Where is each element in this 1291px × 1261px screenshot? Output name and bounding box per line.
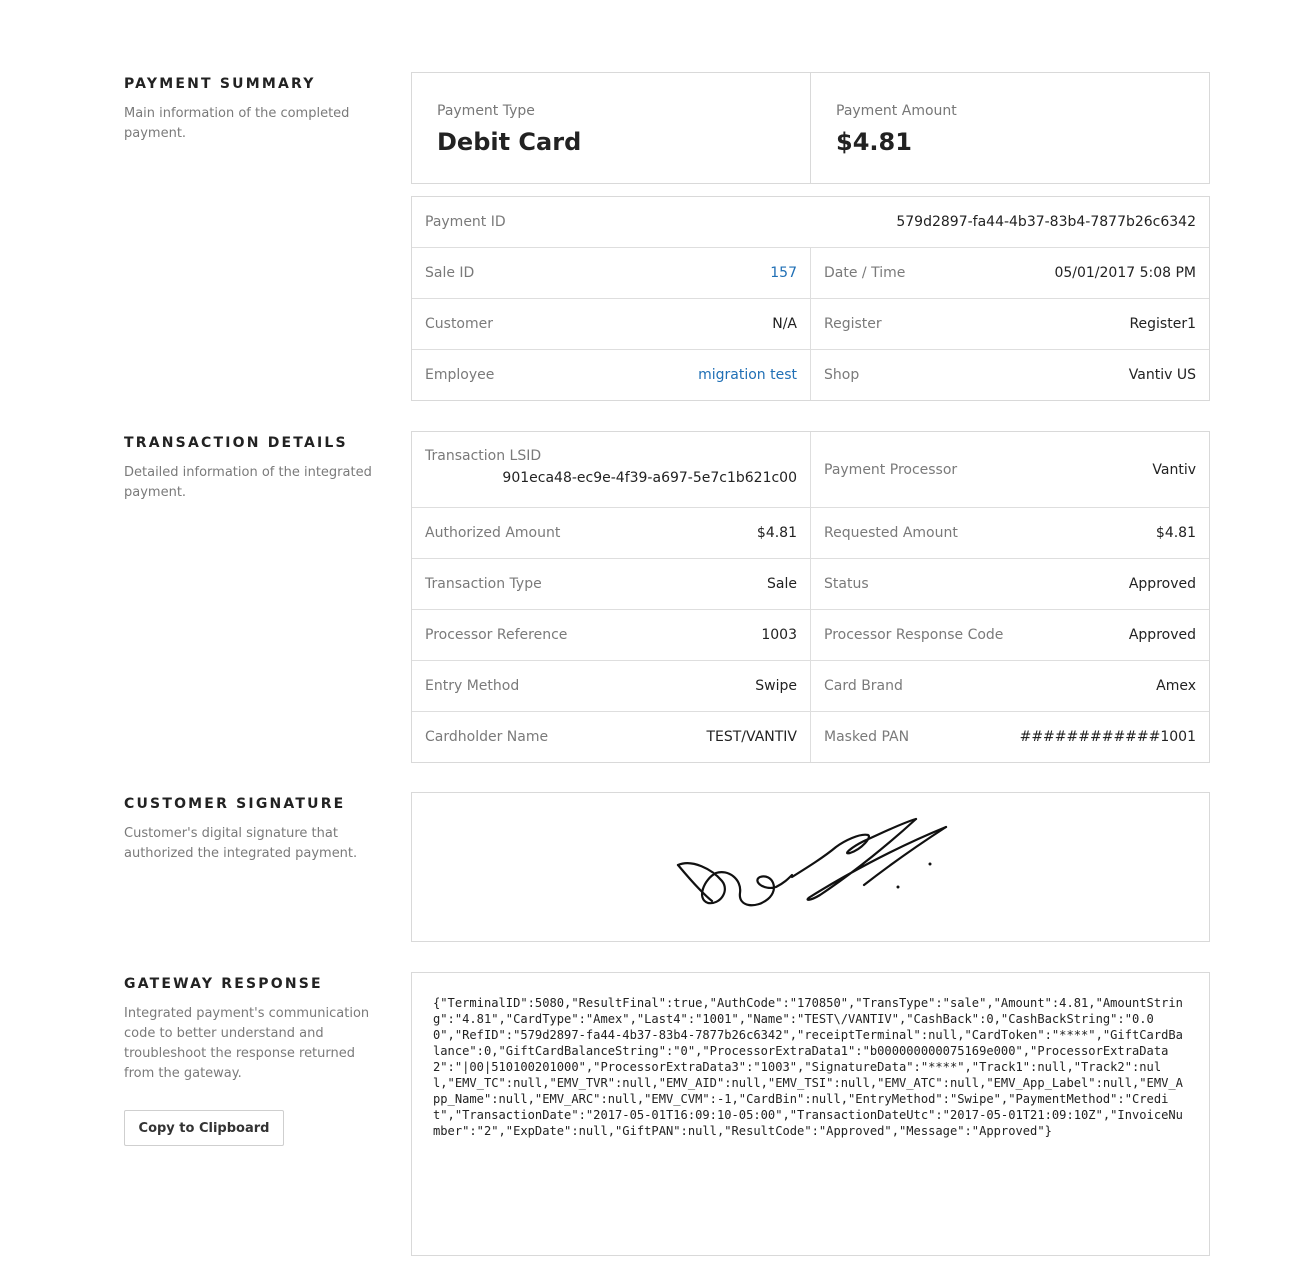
table-row — [412, 660, 1209, 711]
table-row — [412, 432, 1209, 507]
card-brand-cell — [810, 661, 1209, 711]
table-row — [412, 558, 1209, 609]
cardholder-name-cell — [412, 712, 810, 762]
payment-type-label: Payment Type — [437, 103, 535, 119]
status-cell — [810, 559, 1209, 609]
transaction-details-sidebar — [124, 433, 384, 503]
employee-cell — [412, 350, 810, 400]
entry-method-cell — [412, 661, 810, 711]
date-time-label: Date / Time — [824, 265, 906, 281]
table-row — [412, 247, 1209, 298]
payment-type-value: Debit Card — [437, 128, 582, 156]
gateway-response-description: Integrated payment's communication code to better understand and troubleshoot the response returned from the gateway. — [124, 1006, 370, 1081]
payment-processor-cell — [810, 432, 1209, 507]
customer-cell — [412, 299, 810, 349]
copy-to-clipboard-button[interactable]: Copy to Clipboard — [124, 1110, 284, 1146]
processor-reference-label: Processor Reference — [425, 627, 568, 643]
masked-pan-value: ############1001 — [1019, 729, 1196, 745]
transaction-lsid-cell — [412, 432, 810, 507]
processor-response-code-value: Approved — [1128, 627, 1196, 643]
customer-signature-sidebar — [124, 794, 384, 864]
shop-value: Vantiv US — [1128, 367, 1196, 383]
sale-id-cell — [412, 248, 810, 298]
payment-id-value: 579d2897-fa44-4b37-83b4-7877b26c6342 — [896, 214, 1196, 230]
authorized-amount-label: Authorized Amount — [425, 525, 561, 541]
customer-signature-heading: CUSTOMER SIGNATURE — [124, 796, 346, 812]
transaction-lsid-value: 901eca48-ec9e-4f39-a697-5e7c1b621c00 — [502, 470, 797, 486]
masked-pan-cell — [810, 712, 1209, 762]
transaction-details-heading: TRANSACTION DETAILS — [124, 435, 348, 451]
table-row — [412, 197, 1209, 247]
payment-summary-description: Main information of the completed payment. — [124, 106, 350, 141]
requested-amount-cell — [810, 508, 1209, 558]
table-row — [412, 298, 1209, 349]
authorized-amount-value: $4.81 — [756, 525, 797, 541]
payment-processor-label: Payment Processor — [824, 461, 958, 478]
transaction-type-label: Transaction Type — [425, 576, 542, 592]
payment-summary-sidebar — [124, 74, 384, 144]
authorized-amount-cell — [412, 508, 810, 558]
payment-type-cell — [412, 73, 810, 183]
cardholder-name-label: Cardholder Name — [425, 729, 549, 745]
register-value: Register1 — [1129, 316, 1196, 332]
date-time-value: 05/01/2017 5:08 PM — [1054, 265, 1196, 281]
table-row — [412, 507, 1209, 558]
payment-summary-panel — [411, 72, 1210, 184]
signature-dot — [897, 886, 900, 889]
processor-response-code-label: Processor Response Code — [824, 627, 1004, 643]
transaction-type-value: Sale — [767, 576, 797, 592]
employee-label: Employee — [425, 367, 495, 383]
shop-label: Shop — [824, 367, 860, 383]
table-row — [412, 609, 1209, 660]
sale-id-link[interactable]: 157 — [770, 265, 797, 281]
gateway-response-code[interactable]: {"TerminalID":5080,"ResultFinal":true,"AuthCode":"170850","TransType":"sale","Amount":4.81,"AmountString":"4.81","CardType":"Amex","Last4":"1001","Name":"TEST\/VANTIV","CashBack":0,"CashBackString":"0.00","RefID":"579d2897-fa44-4b37-83b4-7877b26c6342","receiptTerminal":null,"CardToken":"****","GiftCardBalance":0,"GiftCardBalanceString":"0","ProcessorExtraData1":"b000000000075169e000","ProcessorExtraData2":"|00|510100201000","ProcessorExtraData3":"1003","SignatureData":"****","Track1":null,"Track2":null,"EMV_TC":null,"EMV_TVR":null,"EMV_AID":null,"EMV_TSI":null,"EMV_ATC":null,"EMV_App_Label":null,"EMV_App_Name":null,"EMV_ARC":null,"EMV_CVM":-1,"CardBin":null,"EntryMethod":"Swipe","PaymentMethod":"Credit","TransactionDate":"2017-05-01T16:09:10-05:00","TransactionDateUtc":"2017-05-01T21:09:10Z","InvoiceNumber":"2","ExpDate":null,"GiftPAN":null,"ResultCode":"Approved","Message":"Approved"} — [411, 972, 1210, 1256]
masked-pan-label: Masked PAN — [824, 729, 910, 745]
requested-amount-value: $4.81 — [1155, 525, 1196, 541]
card-brand-label: Card Brand — [824, 678, 903, 694]
payment-id-cell — [412, 197, 1209, 247]
status-label: Status — [824, 576, 869, 592]
gateway-response-sidebar — [124, 974, 384, 1084]
payment-amount-cell — [810, 73, 1209, 183]
transaction-lsid-label: Transaction LSID — [425, 448, 542, 464]
processor-reference-value: 1003 — [761, 627, 797, 643]
payment-id-label: Payment ID — [425, 214, 506, 230]
transaction-details-description: Detailed information of the integrated payment. — [124, 465, 372, 500]
processor-response-code-cell — [810, 610, 1209, 660]
payment-details-table — [411, 196, 1210, 401]
signature-dot — [929, 863, 932, 866]
date-time-cell — [810, 248, 1209, 298]
customer-label: Customer — [425, 316, 494, 332]
entry-method-label: Entry Method — [425, 678, 520, 694]
signature-panel — [411, 792, 1210, 942]
shop-cell — [810, 350, 1209, 400]
customer-value: N/A — [772, 316, 797, 332]
signature-image — [412, 793, 1209, 941]
transaction-details-table — [411, 431, 1210, 763]
processor-reference-cell — [412, 610, 810, 660]
payment-summary-heading: PAYMENT SUMMARY — [124, 76, 316, 92]
customer-signature-description: Customer's digital signature that authorized the integrated payment. — [124, 826, 358, 861]
transaction-type-cell — [412, 559, 810, 609]
status-value: Approved — [1128, 576, 1196, 592]
card-brand-value: Amex — [1156, 678, 1196, 694]
table-row — [412, 711, 1209, 762]
payment-processor-value: Vantiv — [1152, 461, 1196, 478]
employee-link[interactable]: migration test — [698, 367, 797, 383]
cardholder-name-value: TEST/VANTIV — [706, 729, 797, 745]
sale-id-label: Sale ID — [425, 265, 475, 281]
gateway-response-heading: GATEWAY RESPONSE — [124, 976, 323, 992]
requested-amount-label: Requested Amount — [824, 525, 958, 541]
payment-amount-value: $4.81 — [836, 128, 912, 156]
register-label: Register — [824, 316, 882, 332]
entry-method-value: Swipe — [755, 678, 797, 694]
payment-amount-label: Payment Amount — [836, 103, 957, 119]
register-cell — [810, 299, 1209, 349]
table-row — [412, 349, 1209, 400]
